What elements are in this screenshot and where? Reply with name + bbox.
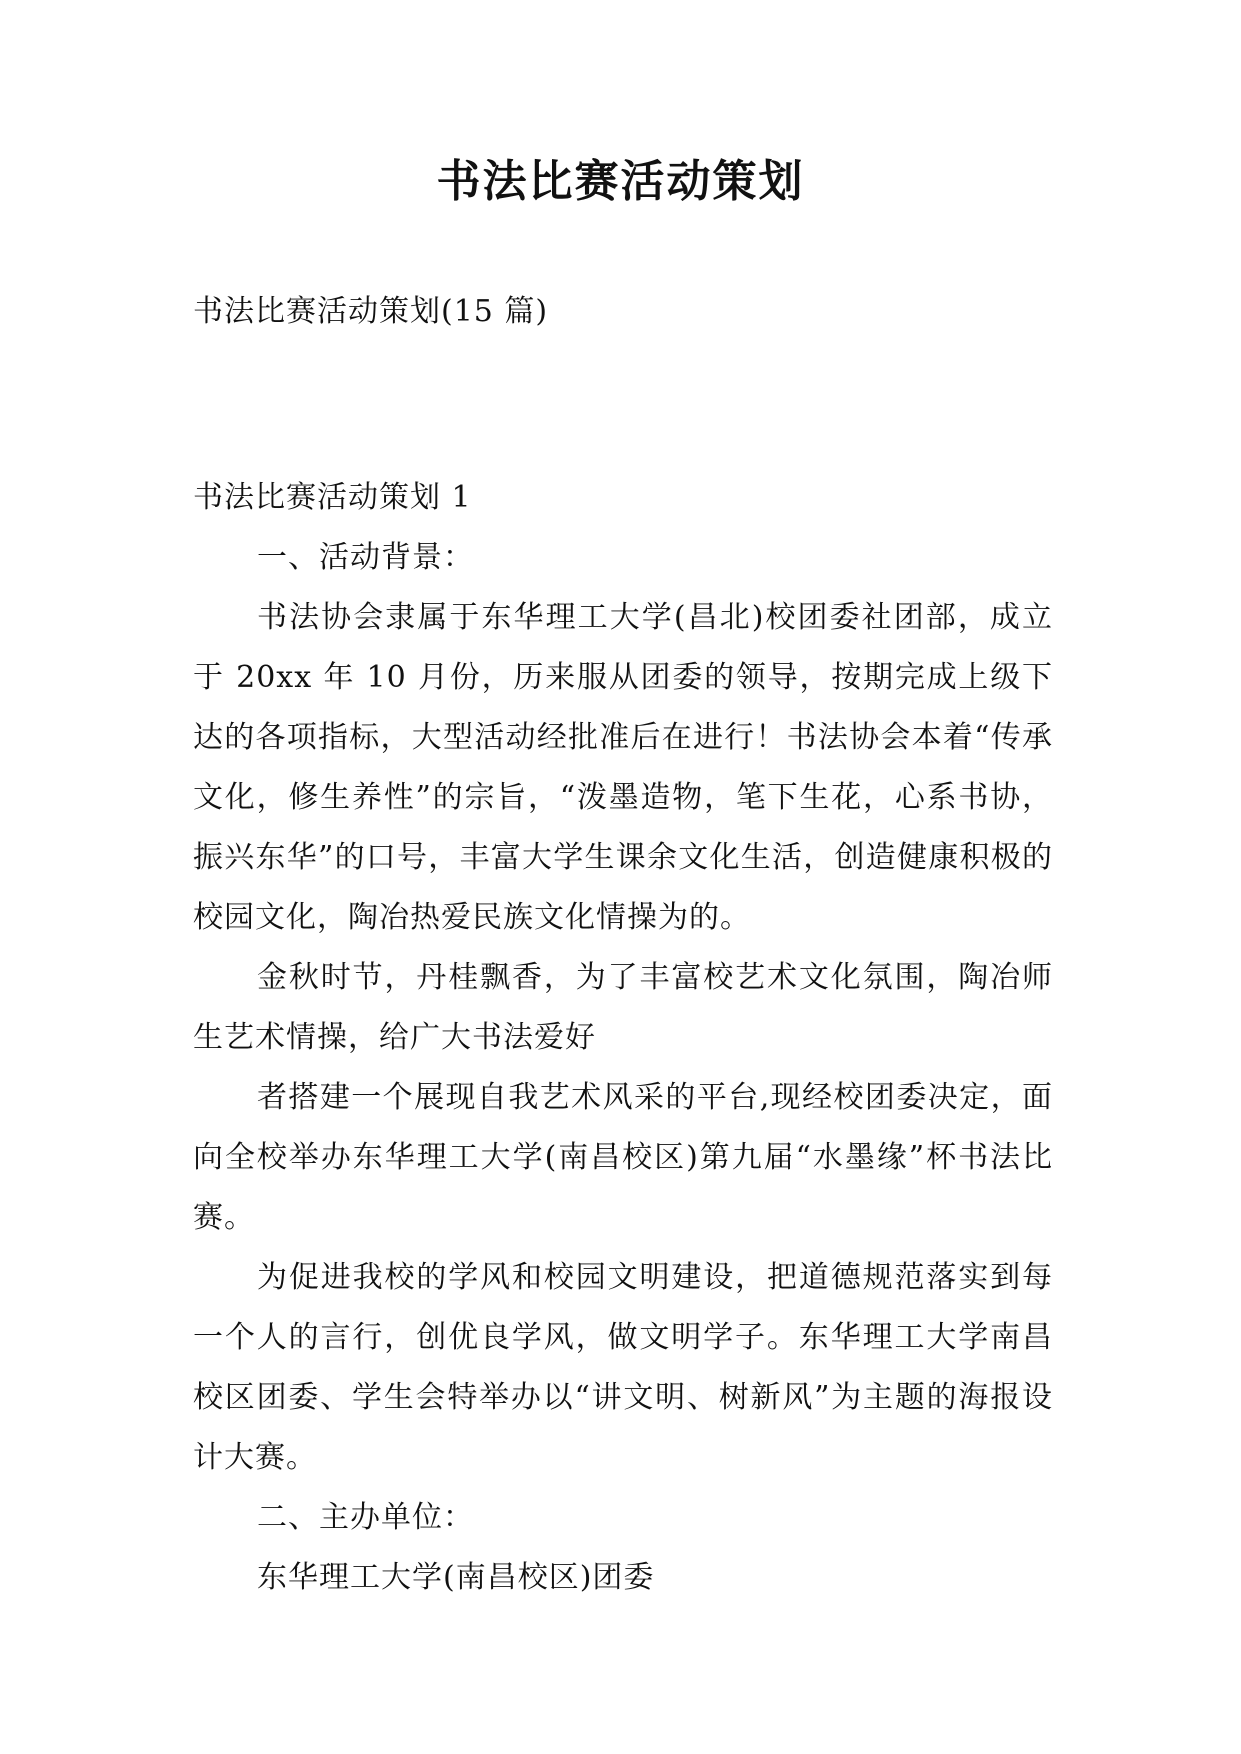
heading-organizer: 二、主办单位： <box>257 1500 474 1535</box>
heading-activity-background: 一、活动背景： <box>257 540 474 575</box>
section-title: 书法比赛活动策划 1 <box>193 480 472 515</box>
document-body <box>193 468 1053 1608</box>
paragraph-association-intro: 书法协会隶属于东华理工大学(昌北)校团委社团部，成立于 20xx 年 10 月份，历来服从团委的领导，按期完成上级下达的各项指标，大型活动经批准后在进行！书法协会本着“传承文化，修生养性”的宗旨，“泼墨造物，笔下生花，心系书协，振兴东华”的口号，丰富大学生课余文化生活，创造健康积极的校园文化，陶冶热爱民族文化情操为的。 <box>193 600 1053 935</box>
paragraph-autumn-event: 金秋时节，丹桂飘香，为了丰富校艺术文化氛围，陶冶师生艺术情操，给广大书法爱好 <box>193 960 1053 1055</box>
paragraph-organizer-name: 东华理工大学(南昌校区)团委 <box>257 1560 655 1595</box>
document-title: 书法比赛活动策划 <box>436 156 805 207</box>
paragraph-poster-contest: 为促进我校的学风和校园文明建设，把道德规范落实到每一个人的言行，创优良学风，做文明学子。东华理工大学南昌校区团委、学生会特举办以“讲文明、树新风”为主题的海报设计大赛。 <box>193 1260 1053 1475</box>
document-subtitle: 书法比赛活动策划(15 篇) <box>193 294 549 329</box>
paragraph-competition-announcement: 者搭建一个展现自我艺术风采的平台,现经校团委决定，面向全校举办东华理工大学(南昌校区)第九届“水墨缘”杯书法比赛。 <box>193 1080 1053 1235</box>
